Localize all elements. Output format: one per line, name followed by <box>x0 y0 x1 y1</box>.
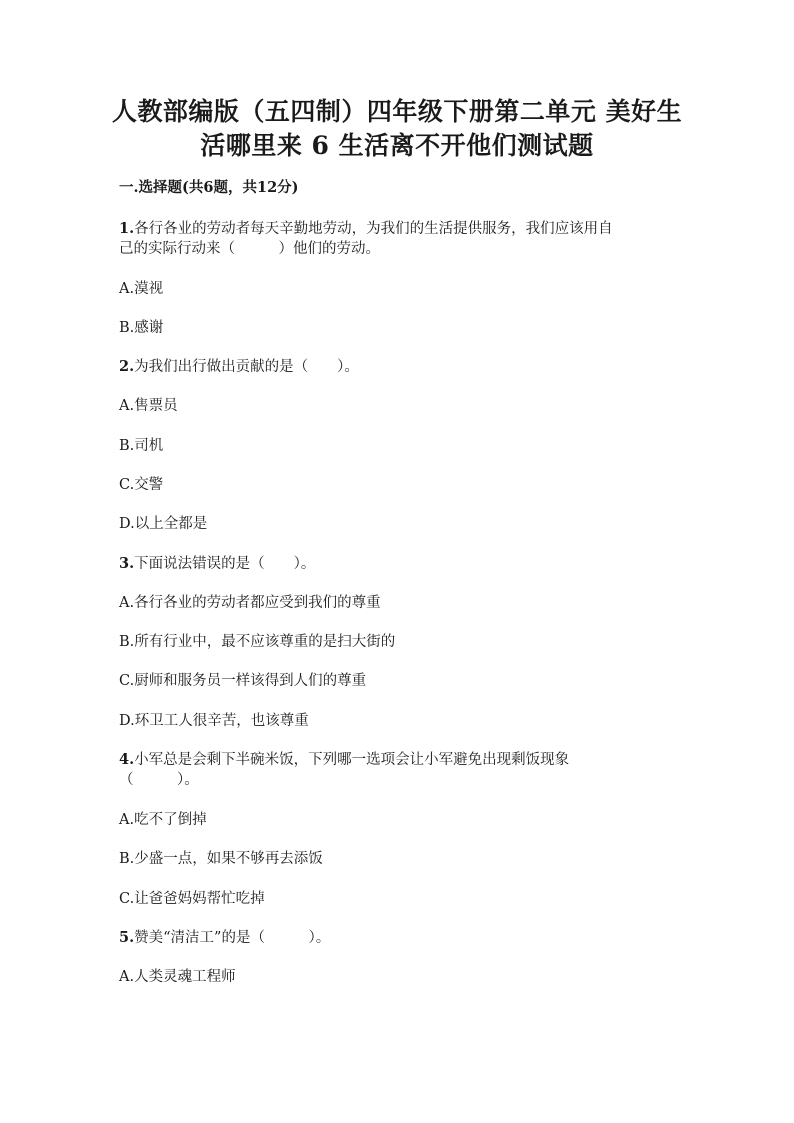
option-letter: C. <box>119 891 135 907</box>
question-text: 小军总是会剩下半碗米饭，下列哪一选项会让小军避免出现剩饭现象 <box>134 752 570 768</box>
question-4-option-c <box>119 889 265 909</box>
option-text: 人类灵魂工程师 <box>134 969 236 985</box>
question-4-stem-line-2 <box>119 770 199 790</box>
option-letter: B. <box>119 320 135 336</box>
option-letter: B. <box>119 438 135 454</box>
question-text: 赞美“清洁工”的是（ ）。 <box>134 930 331 946</box>
option-letter: D. <box>119 713 135 729</box>
question-text: 为我们出行做出贡献的是（ ）。 <box>134 359 359 375</box>
question-text: 己的实际行动来（ ）他们的劳动。 <box>119 241 380 257</box>
section-heading: 一.选择题(共6题，共12分) <box>119 179 299 196</box>
question-3-option-a <box>119 593 381 613</box>
question-4-stem-line-1 <box>119 750 569 770</box>
question-5-stem <box>119 928 330 948</box>
question-2-option-b <box>119 436 163 456</box>
option-letter: A. <box>119 398 135 414</box>
option-letter: D. <box>119 516 135 532</box>
question-text: 下面说法错误的是（ ）。 <box>134 556 316 572</box>
question-1-option-b <box>119 318 163 338</box>
question-1-option-a <box>119 279 163 299</box>
option-letter: A. <box>119 595 135 611</box>
question-5-option-a <box>119 967 236 987</box>
question-3-option-b <box>119 632 395 652</box>
option-letter: A. <box>119 812 135 828</box>
option-text: 各行各业的劳动者都应受到我们的尊重 <box>134 595 381 611</box>
question-2-option-c <box>119 475 163 495</box>
option-letter: A. <box>119 281 135 297</box>
question-2-option-a <box>119 396 178 416</box>
option-text: 所有行业中，最不应该尊重的是扫大街的 <box>134 634 396 650</box>
option-text: 交警 <box>134 477 164 493</box>
option-text: 漠视 <box>134 281 164 297</box>
option-text: 环卫工人很辛苦，也该尊重 <box>134 713 309 729</box>
question-1-stem-line-1 <box>119 219 613 239</box>
question-4-option-b <box>119 849 323 869</box>
question-number: 3. <box>119 555 135 572</box>
question-number: 1. <box>119 220 135 237</box>
question-text: （ ）。 <box>119 772 199 788</box>
question-number: 5. <box>119 929 135 946</box>
option-text: 让爸爸妈妈帮忙吃掉 <box>134 891 265 907</box>
option-letter: C. <box>119 477 135 493</box>
question-number: 2. <box>119 358 135 375</box>
question-3-stem <box>119 554 315 574</box>
option-text: 厨师和服务员一样该得到人们的尊重 <box>134 673 367 689</box>
question-4-option-a <box>119 810 207 830</box>
option-letter: C. <box>119 673 135 689</box>
option-text: 以上全都是 <box>134 516 208 532</box>
option-letter: B. <box>119 851 135 867</box>
question-number: 4. <box>119 751 135 768</box>
option-text: 司机 <box>134 438 164 454</box>
question-2-option-d <box>119 514 207 534</box>
question-3-option-d <box>119 711 309 731</box>
option-text: 感谢 <box>134 320 164 336</box>
option-text: 售票员 <box>134 398 178 414</box>
option-text: 吃不了倒掉 <box>134 812 207 828</box>
question-1-stem-line-2 <box>119 239 380 259</box>
question-text: 各行各业的劳动者每天辛勤地劳动，为我们的生活提供服务，我们应该用自 <box>134 221 613 237</box>
option-letter: B. <box>119 634 135 650</box>
option-letter: A. <box>119 969 135 985</box>
option-text: 少盛一点，如果不够再去添饭 <box>134 851 323 867</box>
question-3-option-c <box>119 671 366 691</box>
document-title-line-1: 人教部编版（五四制）四年级下册第二单元 美好生 <box>111 97 683 126</box>
question-2-stem <box>119 357 359 377</box>
document-title-line-2: 活哪里来 6 生活离不开他们测试题 <box>200 131 594 160</box>
